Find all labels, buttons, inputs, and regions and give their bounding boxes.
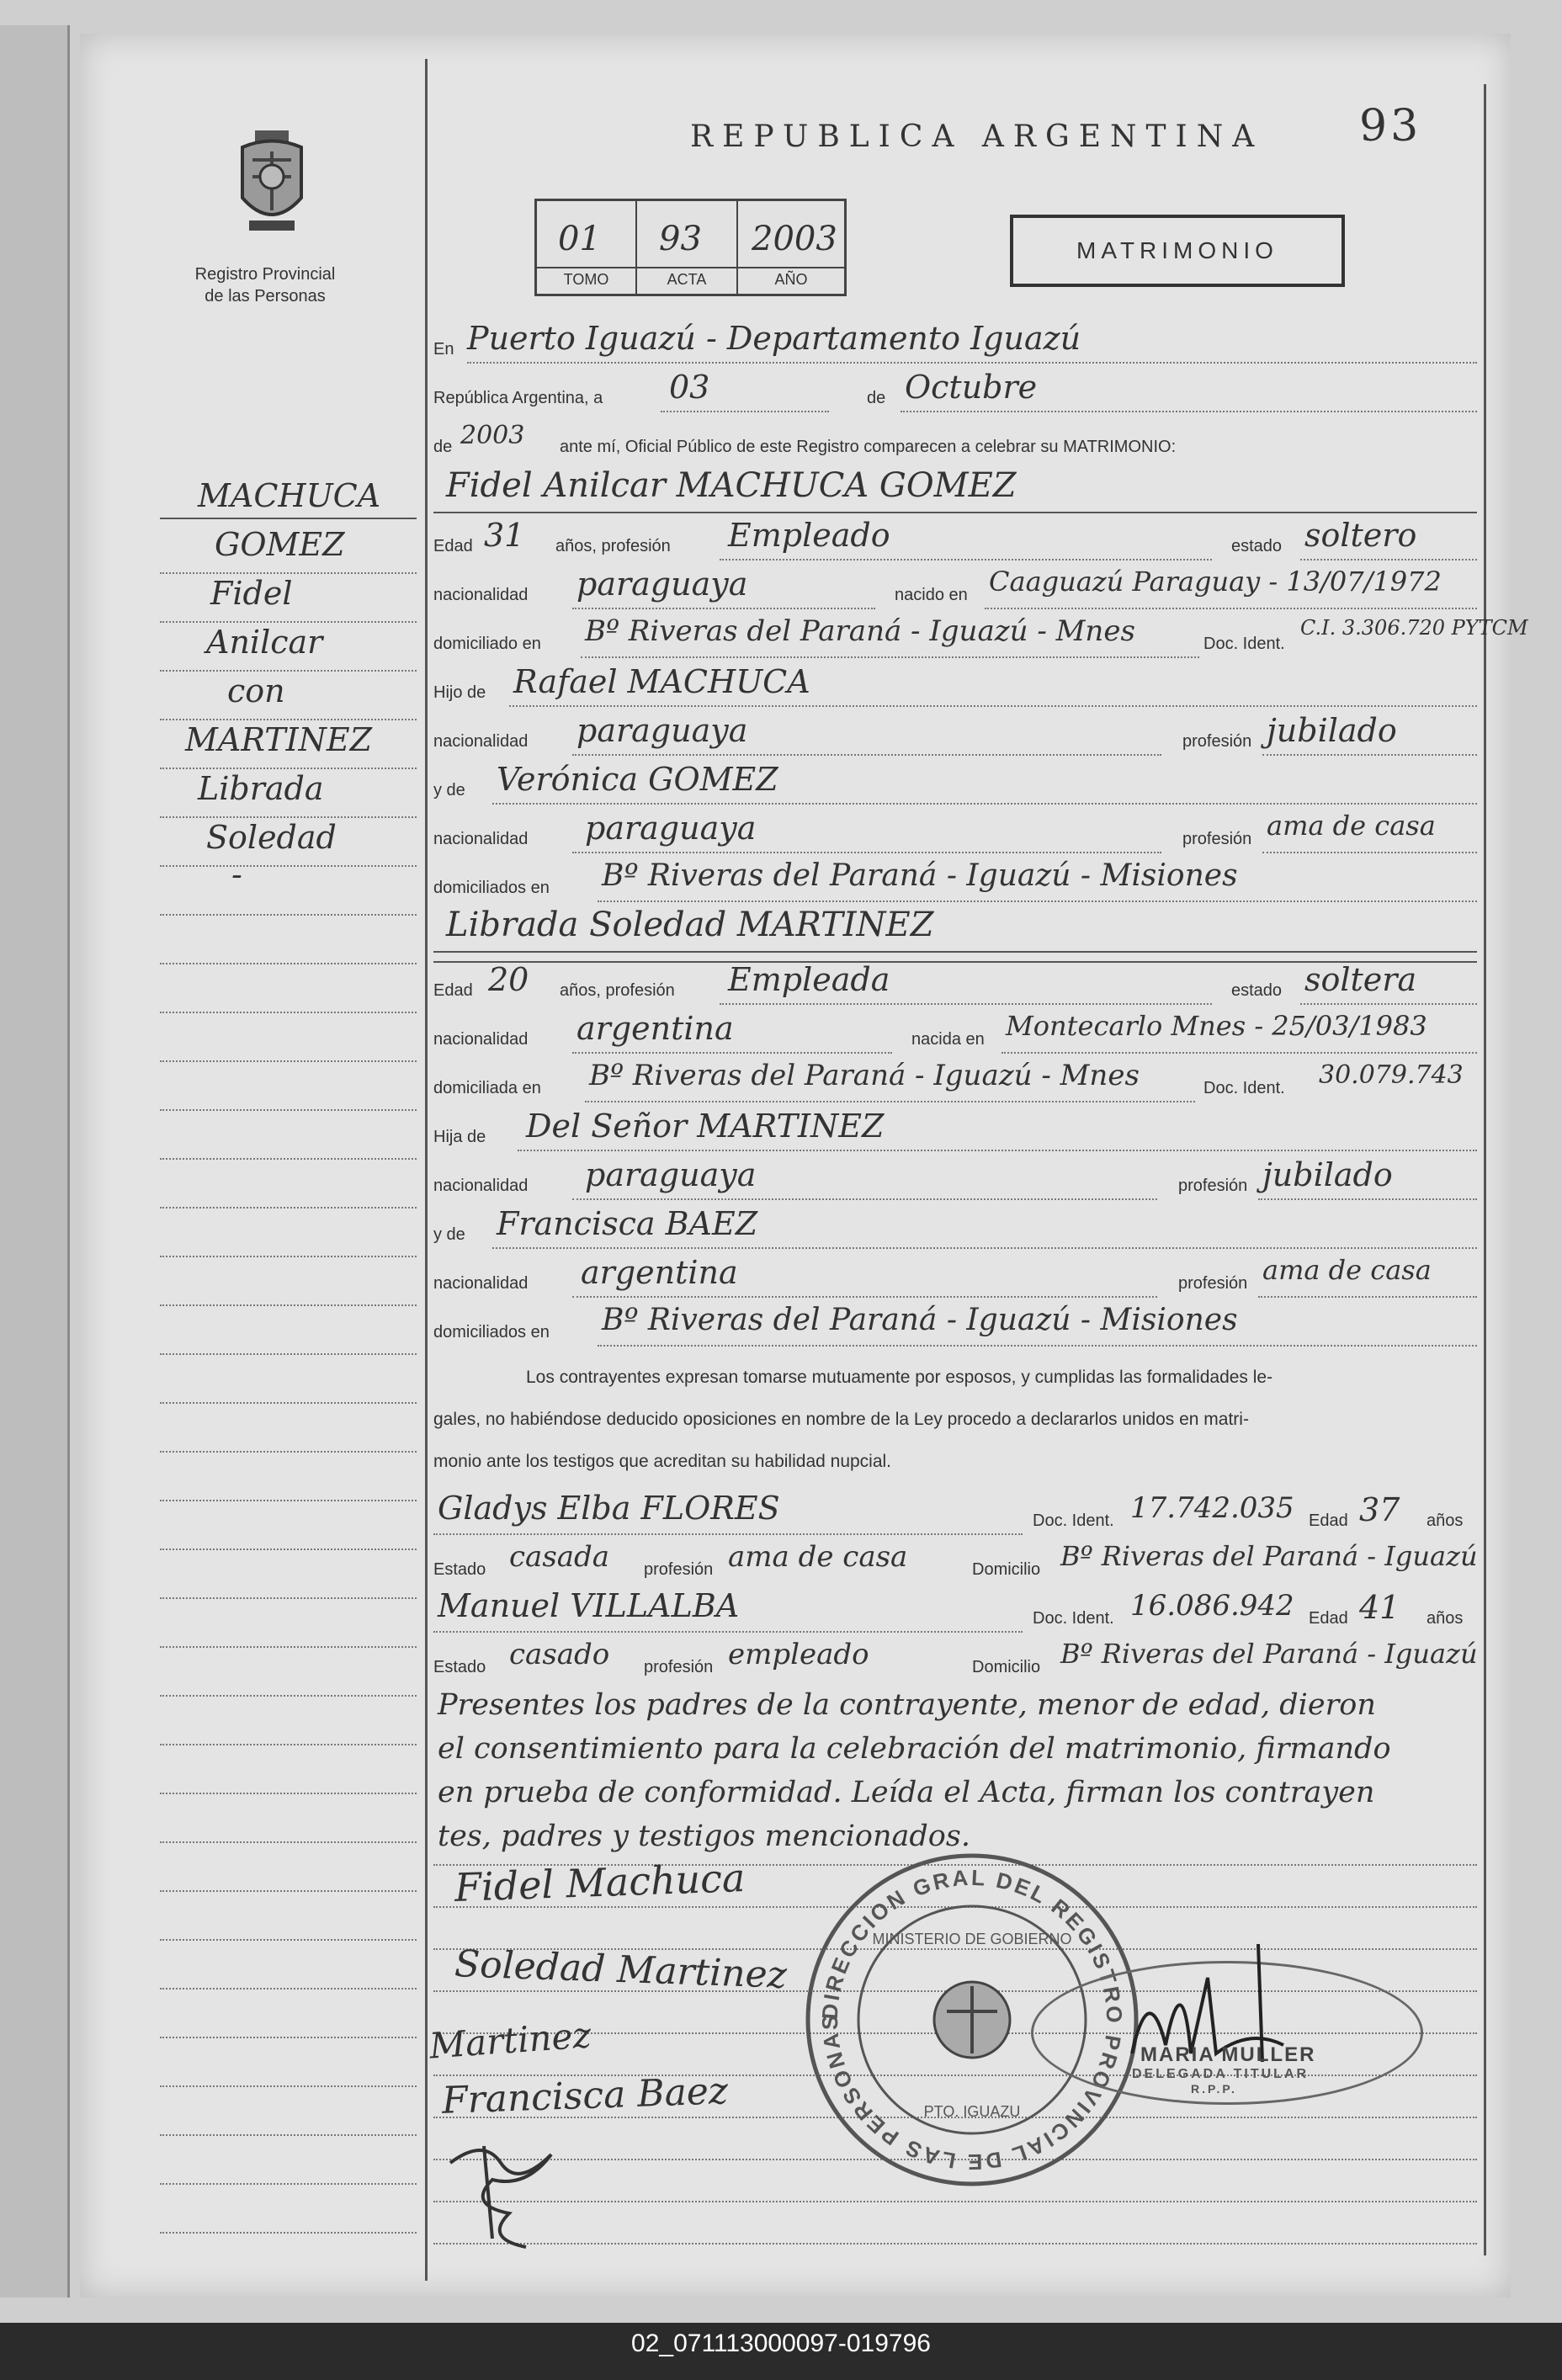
groom-father: Rafael MACHUCA [513, 663, 810, 700]
witness1-name: Gladys Elba FLORES [438, 1490, 780, 1527]
note-line: el consentimiento para la celebración del matrimonio, firmando [438, 1732, 1391, 1766]
registry-name-line2: de las Personas [205, 287, 326, 305]
month-value: Octubre [905, 369, 1038, 406]
bride-name-row [433, 906, 1477, 953]
domicilio-label: Domicilio [972, 1560, 1041, 1579]
right-border [1484, 84, 1486, 2255]
witness1-status: casada [509, 1540, 610, 1574]
groom-mother-row [433, 759, 1477, 806]
seal-inner-text: MINISTERIO DE GOBIERNO [872, 1931, 1072, 1947]
estado-label: estado [1231, 537, 1283, 555]
de-label: de [433, 438, 453, 456]
year-value: 2003 [460, 421, 525, 450]
edad-label: Edad [1309, 1511, 1348, 1530]
witness2-status: casado [509, 1638, 610, 1671]
nacionalidad-label: nacionalidad [433, 830, 529, 848]
official-office: R.P.P. [1191, 2082, 1237, 2096]
groom-nationality: paraguaya [576, 566, 748, 603]
groom-profession: Empleado [728, 517, 890, 554]
margin-rule-line [160, 1060, 417, 1062]
bride-father-row [433, 1106, 1477, 1153]
edad-label: Edad [433, 981, 473, 1000]
margin-rule-line [160, 572, 417, 574]
groom-status: soltero [1304, 517, 1417, 554]
acta-value: 93 [659, 220, 702, 258]
handwritten-notes [438, 1683, 1481, 1858]
profesion-label: profesión [644, 1560, 714, 1579]
margin-rule-line [160, 1109, 417, 1111]
groom-father-profession: jubilado [1267, 712, 1397, 749]
margin-rule-line [160, 1304, 417, 1306]
bride-mother-profession: ama de casa [1262, 1254, 1432, 1286]
bride-name: Librada Soledad MARTINEZ [446, 906, 934, 944]
edad-label: Edad [433, 537, 473, 555]
record-type-box [1010, 215, 1345, 287]
witness1-row [433, 1490, 1477, 1537]
bride-father-nat-row [433, 1155, 1477, 1202]
margin-rule-line [160, 1793, 417, 1794]
seal-city-text: PTO. IGUAZU [923, 2103, 1021, 2120]
column-divider [425, 59, 428, 2281]
province-crest-icon [234, 126, 310, 236]
witness2-address: Bº Riveras del Paraná - Iguazú [1060, 1638, 1478, 1670]
margin-rule-line [160, 1988, 417, 1990]
margin-rule-line [160, 1012, 417, 1013]
republica-label: República Argentina, a [433, 389, 603, 407]
tomo-label: TOMO [563, 271, 609, 288]
groom-mother-nationality: paraguaya [585, 810, 757, 847]
bride-profession: Empleada [728, 961, 890, 998]
nacionalidad-label: nacionalidad [433, 732, 529, 751]
intro-place-row [433, 320, 1477, 367]
seal-ring-text: DIRECCION GRAL DEL REGISTRO PROVINCIAL DE LAS PERSONAS [816, 1864, 1128, 2175]
note-line: Presentes los padres de la contrayente, menor de edad, dieron [438, 1688, 1376, 1722]
margin-note-line: GOMEZ [215, 526, 345, 563]
groom-mother-profession: ama de casa [1267, 810, 1436, 842]
hija-label: Hija de [433, 1128, 486, 1146]
margin-rule-line [160, 1402, 417, 1404]
margin-rule-line [160, 1890, 417, 1892]
margin-note-line: con [227, 672, 285, 709]
groom-address-row [433, 613, 1528, 660]
domiciliado-label: domiciliado en [433, 635, 541, 653]
witness1-address: Bº Riveras del Paraná - Iguazú [1060, 1540, 1478, 1572]
bride-parents-address-row [433, 1301, 1477, 1348]
intro-year-row [433, 417, 1477, 465]
margin-rule-line [160, 621, 417, 623]
nacionalidad-label: nacionalidad [433, 586, 529, 604]
groom-mother: Verónica GOMEZ [497, 761, 778, 798]
witness1-profession: ama de casa [728, 1540, 908, 1574]
en-label: En [433, 340, 454, 359]
witness1-document: 17.742.035 [1130, 1491, 1294, 1525]
profesion-label: profesión [1178, 1274, 1248, 1293]
doc-label: Doc. Ident. [1203, 635, 1285, 653]
groom-document: C.I. 3.306.720 PYTCM [1300, 616, 1528, 640]
groom-name-row [433, 466, 1477, 513]
declaration-line: monio ante los testigos que acreditan su habilidad nupcial. [433, 1452, 892, 1471]
anos-label: años [1427, 1511, 1464, 1530]
witness2-row [433, 1587, 1477, 1634]
doc-label: Doc. Ident. [1203, 1079, 1285, 1097]
witness2-details-row [433, 1636, 1477, 1683]
witness-signature-scribble [433, 2129, 602, 2255]
nacionalidad-label: nacionalidad [433, 1177, 529, 1195]
signature-bride: Soledad Martinez [454, 1942, 788, 1997]
bride-age: 20 [488, 961, 529, 998]
witness1-age: 37 [1359, 1491, 1400, 1528]
margin-rule-line [160, 2232, 417, 2234]
margin-note [173, 471, 408, 893]
tomo-value: 01 [558, 220, 601, 258]
edad-label: Edad [1309, 1609, 1348, 1628]
yde-label: y de [433, 781, 465, 800]
previous-page-edge [0, 25, 70, 2298]
nacionalidad-label: nacionalidad [433, 1274, 529, 1293]
bride-father-profession: jubilado [1262, 1156, 1393, 1193]
bride-father: Del Señor MARTINEZ [526, 1108, 885, 1145]
witness2-document: 16.086.942 [1130, 1589, 1294, 1623]
margin-rule-line [160, 816, 417, 818]
domiciliados-label: domiciliados en [433, 1323, 550, 1341]
groom-mother-nat-row [433, 808, 1477, 855]
margin-rule-line [160, 1597, 417, 1599]
intro-date-row [433, 369, 1477, 416]
signature-mother: Francisca Baez [441, 2069, 729, 2122]
record-id-box [534, 199, 847, 296]
margin-rule-line [160, 1158, 417, 1160]
bride-father-nationality: paraguaya [585, 1156, 757, 1193]
margin-rule-line [160, 768, 417, 769]
country-heading: REPUBLICA ARGENTINA [690, 120, 1264, 154]
bride-mother-row [433, 1203, 1477, 1251]
nacionalidad-label: nacionalidad [433, 1030, 529, 1049]
declaration-line: Los contrayentes expresan tomarse mutuamente por esposos, y cumplidas las formalidades le- [526, 1368, 1273, 1387]
image-code-footer: 02_071113000097-019796 [631, 2330, 931, 2357]
ano-value: 2003 [752, 220, 837, 258]
margin-note-line: Librada [198, 770, 324, 807]
margin-note-line: Anilcar [206, 624, 323, 661]
profesion-label: profesión [1178, 1177, 1248, 1195]
profesion-label: años, profesión [555, 537, 671, 555]
registry-name-line1: Registro Provincial [194, 265, 336, 284]
bride-document: 30.079.743 [1319, 1060, 1464, 1090]
groom-parents-address-row [433, 857, 1477, 904]
margin-rule-line [160, 1695, 417, 1697]
margin-rule-line [160, 1353, 417, 1355]
margin-rule-line [160, 1549, 417, 1550]
margin-rule-line [160, 670, 417, 672]
margin-rule-line [160, 2085, 417, 2087]
estado-label: Estado [433, 1560, 486, 1579]
margin-rule-line [160, 1744, 417, 1745]
margin-note-line: - [231, 856, 242, 893]
margin-rule-line [160, 2134, 417, 2136]
anos-label: años [1427, 1609, 1464, 1628]
margin-rule-line [160, 1451, 417, 1453]
margin-rule-line [160, 1256, 417, 1257]
bride-mother: Francisca BAEZ [497, 1205, 758, 1242]
witness1-details-row [433, 1538, 1477, 1586]
domicilio-label: Domicilio [972, 1658, 1041, 1676]
estado-label: estado [1231, 981, 1283, 1000]
profesion-label: profesión [1182, 732, 1252, 751]
statement-text: ante mí, Oficial Público de este Registro comparecen a celebrar su MATRIMONIO: [560, 438, 1177, 456]
witness2-age: 41 [1359, 1589, 1400, 1626]
declaration-line: gales, no habiéndose deducido oposiciones en nombre de la Ley procedo a declararlos unidos en matri- [433, 1410, 1249, 1429]
note-line: tes, padres y testigos mencionados. [438, 1820, 970, 1853]
bride-address: Bº Riveras del Paraná - Iguazú - Mnes [589, 1059, 1140, 1092]
record-type-label: MATRIMONIO [1076, 237, 1278, 263]
margin-rule-line [160, 1841, 417, 1843]
nacida-label: nacida en [911, 1030, 985, 1049]
form-body [433, 320, 1528, 1860]
profesion-label: profesión [1182, 830, 1252, 848]
margin-rule-line [160, 914, 417, 916]
note-line: en prueba de conformidad. Leída el Acta, firman los contrayen [438, 1776, 1375, 1809]
hijo-label: Hijo de [433, 683, 486, 702]
domiciliados-label: domiciliados en [433, 879, 550, 897]
estado-label: Estado [433, 1658, 486, 1676]
margin-note-line: Fidel [210, 575, 293, 612]
bride-parents-address: Bº Riveras del Paraná - Iguazú - Misiones [602, 1303, 1238, 1337]
place-value: Puerto Iguazú - Departamento Iguazú [467, 320, 1081, 357]
bride-mother-nationality: argentina [581, 1254, 738, 1291]
nacido-label: nacido en [895, 586, 968, 604]
yde-label: y de [433, 1225, 465, 1244]
profesion-label: profesión [644, 1658, 714, 1676]
declaration-text [433, 1357, 1477, 1483]
margin-rule-line [160, 865, 417, 867]
acta-label: ACTA [667, 271, 707, 288]
groom-age: 31 [484, 517, 525, 554]
groom-father-row [433, 661, 1477, 709]
groom-birthplace: Caaguazú Paraguay - 13/07/1972 [989, 566, 1442, 598]
doc-label: Doc. Ident. [1033, 1511, 1114, 1530]
margin-rule-line [160, 2183, 417, 2185]
signature-groom: Fidel Machuca [454, 1854, 746, 1911]
bride-mother-nat-row [433, 1252, 1477, 1299]
margin-rule-line [160, 2037, 417, 2038]
margin-rule-line [160, 1939, 417, 1941]
de-label: de [867, 389, 886, 407]
bride-nationality-row [433, 1008, 1477, 1055]
margin-note-line: Soledad [206, 819, 337, 856]
margin-rule-line [160, 1646, 417, 1648]
margin-note-line: MARTINEZ [185, 721, 373, 758]
bride-nationality: argentina [576, 1010, 734, 1047]
groom-address: Bº Riveras del Paraná - Iguazú - Mnes [585, 614, 1135, 648]
margin-rule-line [160, 1207, 417, 1209]
official-name: MARIA MULLER [1140, 2043, 1316, 2066]
left-column [80, 34, 425, 2298]
margin-rule-line [160, 1500, 417, 1501]
margin-note-line: MACHUCA [198, 477, 381, 514]
groom-age-row [433, 515, 1477, 562]
groom-nationality-row [433, 564, 1477, 611]
witness2-profession: empleado [728, 1638, 869, 1671]
groom-father-nationality: paraguaya [576, 712, 748, 749]
margin-rule-line [160, 963, 417, 964]
doc-label: Doc. Ident. [1033, 1609, 1114, 1628]
bride-birthplace: Montecarlo Mnes - 25/03/1983 [1006, 1010, 1427, 1042]
witness2-name: Manuel VILLALBA [438, 1587, 740, 1624]
groom-name: Fidel Anilcar MACHUCA GOMEZ [446, 466, 1017, 505]
margin-rule-line [160, 719, 417, 720]
day-value: 03 [669, 369, 710, 406]
page-number: 93 [1359, 101, 1422, 151]
groom-parents-address: Bº Riveras del Paraná - Iguazú - Misiones [602, 858, 1238, 893]
ano-label: AÑO [774, 271, 808, 288]
bride-address-row [433, 1057, 1477, 1104]
signature-father: Martinez [428, 2014, 592, 2067]
bride-status: soltera [1304, 961, 1417, 998]
domiciliada-label: domiciliada en [433, 1079, 541, 1097]
document-page [80, 34, 1528, 2298]
official-title: DELEGADA TITULAR [1132, 2067, 1310, 2081]
groom-father-nat-row [433, 710, 1477, 757]
profesion-label: años, profesión [560, 981, 675, 1000]
bride-age-row [433, 959, 1477, 1007]
